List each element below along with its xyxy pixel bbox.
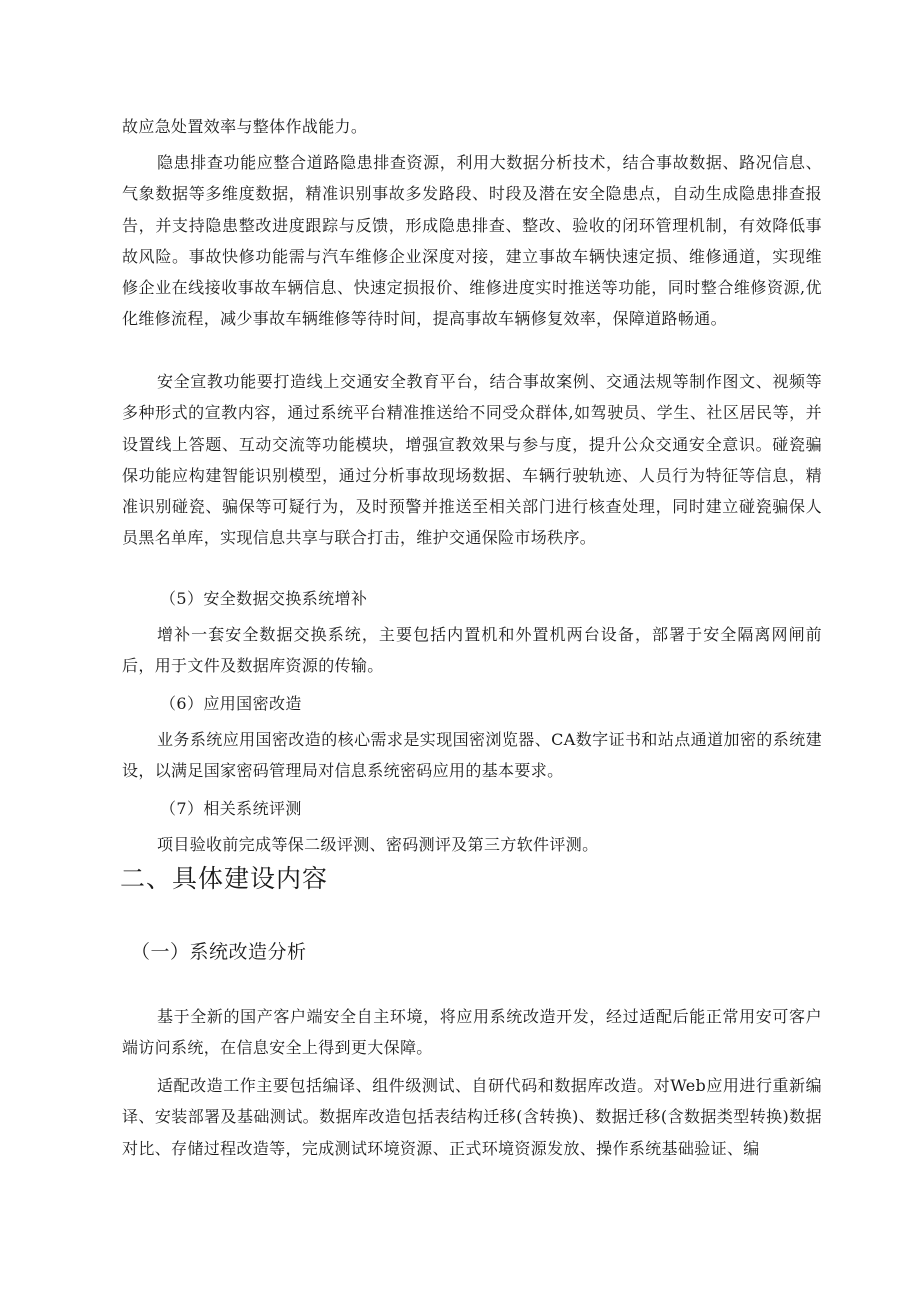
item-6-text: 业务系统应用国密改造的核心需求是实现国密浏览器、CA数字证书和站点通道加密的系统建设，以满足国家密码管理局对信息系统密码应用的基本要求。	[122, 730, 822, 781]
item-5-heading: （5）安全数据交换系统增补	[160, 589, 368, 608]
paragraph-safety-education: 安全宣教功能要打造线上交通安全教育平台，结合事故案例、交通法规等制作图文、视频等多种形式的宣教内容，通过系统平台精准推送给不同受众群体,如驾驶员、学生、社区居民等，并设置线上答题、互动交流等功能模块，增强宣教效果与参与度，提升公众交通安全意识。碰瓷骗保功能应构建智能识别模型，通过分析事故现场数据、车辆行驶轨迹、人员行为特征等信息，精准识别碰瓷、骗保等可疑行为，及时预警并推送至相关部门进行核查处理，同时建立碰瓷骗保人员黑名单库，实现信息共享与联合打击，维护交通保险市场秩序。	[122, 372, 822, 548]
item-6-heading: （6）应用国密改造	[160, 694, 302, 713]
item-5-text: 增补一套安全数据交换系统，主要包括内置机和外置机两台设备，部署于安全隔离网闸前后，用于文件及数据库资源的传输。	[122, 625, 822, 676]
item-7-heading: （7）相关系统评测	[160, 799, 302, 818]
paragraph-environment: 基于全新的国产客户端安全自主环境，将应用系统改造开发，经过适配后能正常用安可客户端访问系统，在信息安全上得到更大保障。	[122, 1007, 822, 1058]
item-7-text: 项目验收前完成等保二级评测、密码测评及第三方软件评测。	[157, 835, 599, 854]
continuation-text: 故应急处置效率与整体作战能力。	[122, 117, 368, 136]
subsection-heading: （一）系统改造分析	[131, 941, 307, 963]
paragraph-adaptation: 适配改造工作主要包括编译、组件级测试、自研代码和数据库改造。对Web应用进行重新编译、安装部署及基础测试。数据库改造包括表结构迁移(含转换)、数据迁移(含数据类型转换)数据对比、存储过程改造等，完成测试环境资源、正式环境资源发放、操作系统基础验证、编	[122, 1076, 822, 1158]
section-heading: 二、具体建设内容	[120, 864, 329, 893]
paragraph-hidden-danger-check: 隐患排查功能应整合道路隐患排查资源，利用大数据分析技术，结合事故数据、路况信息、气象数据等多维度数据，精准识别事故多发路段、时段及潜在安全隐患点，自动生成隐患排查报告，并支持隐患整改进度跟踪与反馈，形成隐患排查、整改、验收的闭环管理机制，有效降低事故风险。事故快修功能需与汽车维修企业深度对接，建立事故车辆快速定损、维修通道，实现维修企业在线接收事故车辆信息、快速定损报价、维修进度实时推送等功能，同时整合维修资源,优化维修流程，减少事故车辆维修等待时间，提高事故车辆修复效率，保障道路畅通。	[122, 153, 822, 329]
